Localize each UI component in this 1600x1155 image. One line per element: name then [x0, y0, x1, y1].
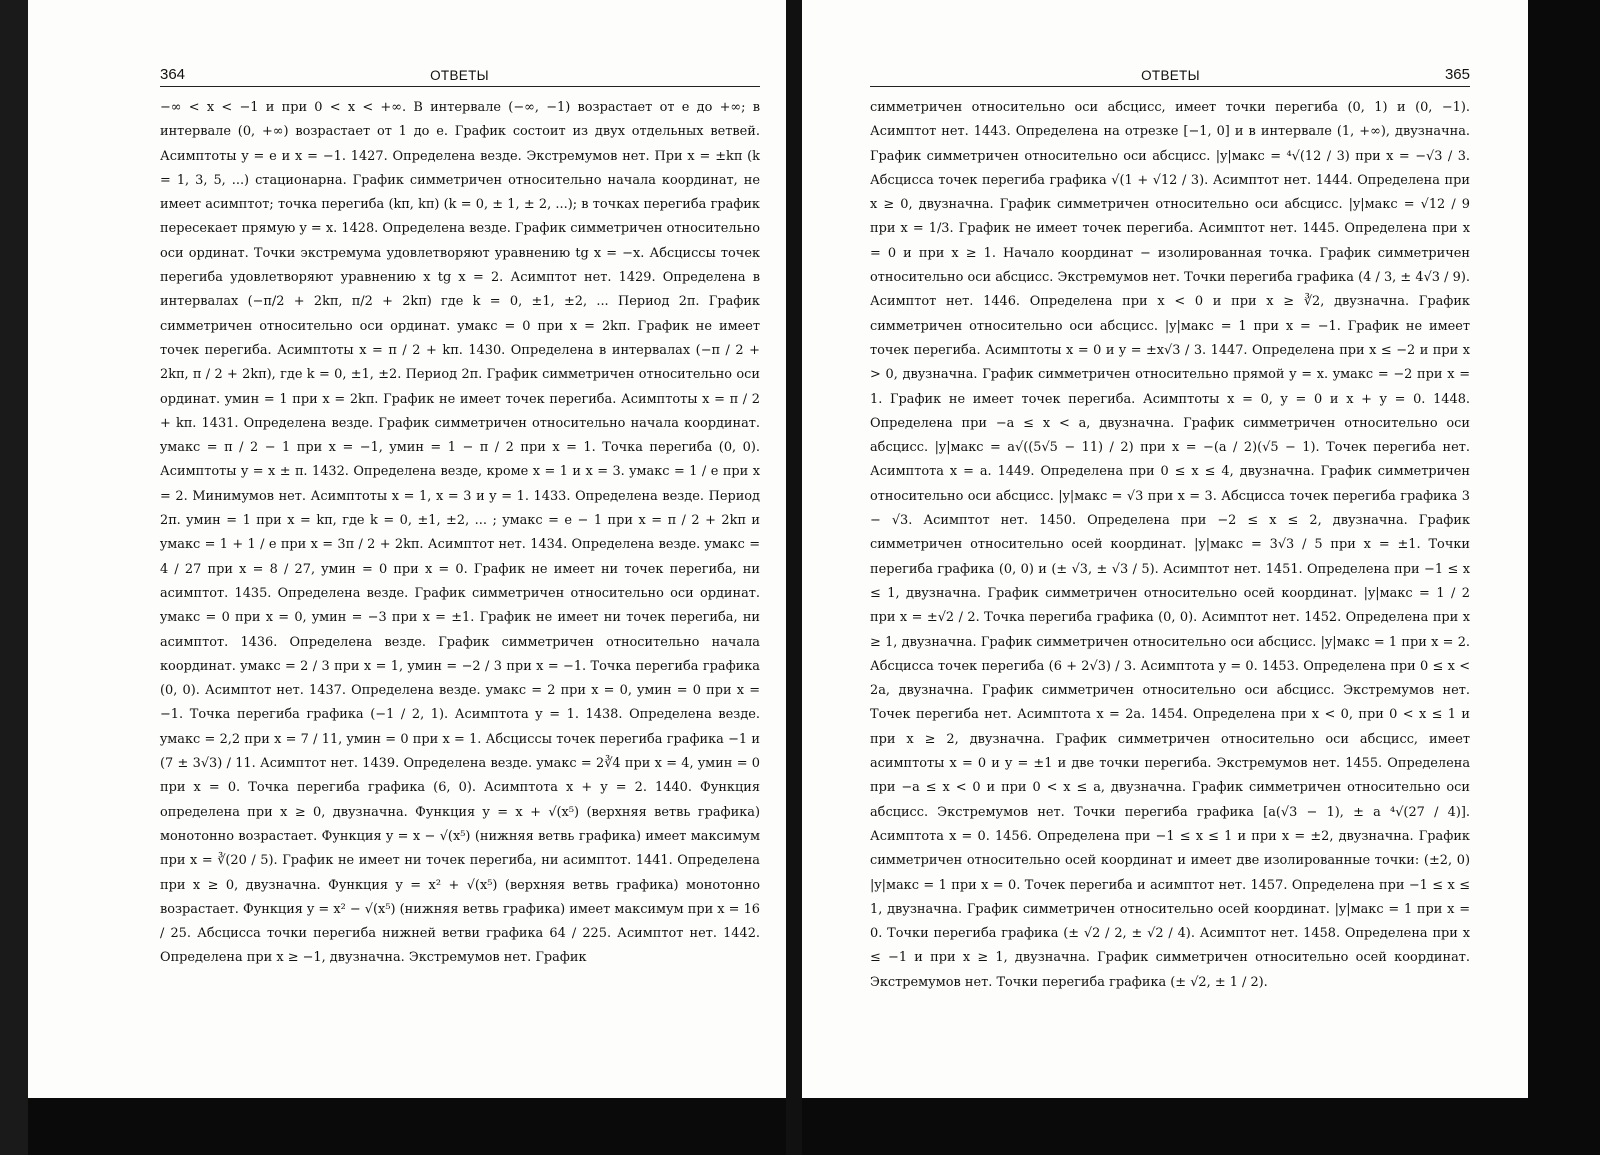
answers-text: −∞ < x < −1 и при 0 < x < +∞. В интервале (−∞, −1) возрастает от e до +∞; в интервале (0, +∞) возрастает от 1 до e. График состоит из двух отдельных ветвей. Асимптоты y = e и x = −1. 1427. Определена везде. Экстремумов нет. При x = ±kπ (k = 1, 3, 5, ...) стационарна. График симметричен относительно начала координат, не имеет асимптот; точка перегиба (kπ, kπ) (k = 0, ± 1, ± 2, ...); в точках перегиба график пересекает прямую y = x. 1428. Определена везде. График симметричен относительно оси ординат. Точки экстремума удовлетворяют уравнению tg x = −x. Абсциссы точек перегиба удовлетворяют уравнению x tg x = 2. Асимптот нет. 1429. Определена в интервалах (−π/2 + 2kπ, π/2 + 2kπ) где k = 0, ±1, ±2, ... Период 2π. График симметричен относительно оси ординат. yмакс = 0 при x = 2kπ. График не имеет точек перегиба. Асимптоты x = π / 2 + kπ. 1430. Определена в интервалах (−π / 2 + 2kπ, π / 2 + 2kπ), где k = 0, ±1, ±2. Период 2π. График симметричен относительно оси ординат. yмин = 1 при x = 2kπ. График не имеет точек перегиба. Асимптоты x = π / 2 + kπ. 1431. Определена везде. График симметричен относительно начала координат. yмакс = π / 2 − 1 при x = −1, yмин = 1 − π / 2 при x = 1. Точка перегиба (0, 0). Асимптоты y = x ± π. 1432. Определена везде, кроме x = 1 и x = 3. yмакс = 1 / e при x = 2. Минимумов нет. Асимптоты x = 1, x = 3 и y = 1. 1433. Определена везде. Период 2π. yмин = 1 при x = kπ, где k = 0, ±1, ±2, ... ; yмакс = e − 1 при x = π / 2 + 2kπ и yмакс = 1 + 1 / e при x = 3π / 2 + 2kπ. Асимптот нет. 1434. Определена везде. yмакс = 4 / 27 при x = 8 / 27, yмин = 0 при x = 0. График не имеет ни точек перегиба, ни асимптот. 1435. Определена везде. График симметричен относительно оси ординат. yмакс = 0 при x = 0, yмин = −3 при x = ±1. График не имеет ни точек перегиба, ни асимптот. 1436. Определена везде. График симметричен относительно начала координат. yмакс = 2 / 3 при x = 1, yмин = −2 / 3 при x = −1. Точка перегиба графика (0, 0). Асимптот нет. 1437. Определена везде. yмакс = 2 при x = 0, yмин = 0 при x = −1. Точка перегиба графика (−1 / 2, 1). Асимптота y = 1. 1438. Определена везде. yмакс = 2,2 при x = 7 / 11, yмин = 0 при x = 1. Абсциссы точек перегиба графика −1 и (7 ± 3√3) / 11. Асимптот нет. 1439. Определена везде. yмакс = 2∛4 при x = 4, yмин = 0 при x = 0. Точка перегиба графика (6, 0). Асимптота x + y = 2. 1440. Функция определена при x ≥ 0, двузначна. Функция y = x + √(x⁵) (верхняя ветвь графика) монотонно возрастает. Функция y = x − √(x⁵) (нижняя ветвь графика) имеет максимум при x = ∛(20 / 5). График не имеет ни точек перегиба, ни асимптот. 1441. Определена при x ≥ 0, двузначна. Функция y = x² + √(x⁵) (верхняя ветвь графика) монотонно возрастает. Функция y = x² − √(x⁵) (нижняя ветвь графика) имеет максимум при x = 16 / 25. Абсцисса точки перегиба нижней ветви графика 64 / 225. Асимптот нет. 1442. Определена при x ≥ −1, двузначна. Экстремумов нет. График — [160, 100, 760, 966]
running-head: ОТВЕТЫ — [1141, 68, 1200, 83]
answers-text: симметричен относительно оси абсцисс, имеет точки перегиба (0, 1) и (0, −1). Асимптот нет. 1443. Определена на отрезке [−1, 0] и в интервале (1, +∞), двузначна. График симметричен относительно оси абсцисс. |y|макс = ⁴√(12 / 3) при x = −√3 / 3. Абсцисса точек перегиба графика √(1 + √12 / 3). Асимптот нет. 1444. Определена при x ≥ 0, двузначна. График симметричен относительно оси абсцисс. |y|макс = √12 / 9 при x = 1/3. График не имеет точек перегиба. Асимптот нет. 1445. Определена при x = 0 и при x ≥ 1. Начало координат − изолированная точка. График симметричен относительно оси абсцисс. Экстремумов нет. Точки перегиба графика (4 / 3, ± 4√3 / 9). Асимптот нет. 1446. Определена при x < 0 и при x ≥ ∛2, двузначна. График симметричен относительно оси абсцисс. |y|макс = 1 при x = −1. График не имеет точек перегиба. Асимптоты x = 0 и y = ±x√3 / 3. 1447. Определена при x ≤ −2 и при x > 0, двузначна. График симметричен относительно прямой y = x. yмакс = −2 при x = 1. График не имеет точек перегиба. Асимптоты x = 0, y = 0 и x + y = 0. 1448. Определена при −a ≤ x < a, двузначна. График симметричен относительно оси абсцисс. |y|макс = a√((5√5 − 11) / 2) при x = −(a / 2)(√5 − 1). Точек перегиба нет. Асимптота x = a. 1449. Определена при 0 ≤ x ≤ 4, двузначна. График симметричен относительно оси абсцисс. |y|макс = √3 при x = 3. Абсцисса точек перегиба графика 3 − √3. Асимптот нет. 1450. Определена при −2 ≤ x ≤ 2, двузначна. График симметричен относительно осей координат. |y|макс = 3√3 / 5 при x = ±1. Точки перегиба графика (0, 0) и (± √3, ± √3 / 5). Асимптот нет. 1451. Определена при −1 ≤ x ≤ 1, двузначна. График симметричен относительно осей координат. |y|макс = 1 / 2 при x = ±√2 / 2. Точка перегиба графика (0, 0). Асимптот нет. 1452. Определена при x ≥ 1, двузначна. График симметричен относительно оси абсцисс. |y|макс = 1 при x = 2. Абсцисса точек перегиба (6 + 2√3) / 3. Асимптота y = 0. 1453. Определена при 0 ≤ x < 2a, двузначна. График симметричен относительно оси абсцисс. Экстремумов нет. Точек перегиба нет. Асимптота x = 2a. 1454. Определена при x < 0, при 0 < x ≤ 1 и при x ≥ 2, двузначна. График симметричен относительно оси абсцисс, имеет асимптоты x = 0 и y = ±1 и две точки перегиба. Экстремумов нет. 1455. Определена при −a ≤ x < 0 и при 0 < x ≤ a, двузначна. График симметричен относительно оси абсцисс. Экстремумов нет. Точки перегиба графика [a(√3 − 1), ± a ⁴√(27 / 4)]. Асимптота x = 0. 1456. Определена при −1 ≤ x ≤ 1 и при x = ±2, двузначна. График симметричен относительно осей координат и имеет две изолированные точки: (±2, 0) |y|макс = 1 при x = 0. Точек перегиба и асимптот нет. 1457. Определена при −1 ≤ x ≤ 1, двузначна. График симметричен относительно осей координат. |y|макс = 1 при x = 0. Точки перегиба графика (± √2 / 2, ± √2 / 4). Асимптот нет. 1458. Определена при x ≤ −1 и при x ≥ 1, двузначна. График симметричен относительно осей координат. Экстремумов нет. Точки перегиба графика (± √2, ± 1 / 2). — [870, 100, 1470, 990]
scan-left-edge — [0, 0, 28, 1155]
right-page-header — [870, 66, 1470, 87]
page-number: 364 — [160, 66, 186, 83]
running-head: ОТВЕТЫ — [430, 68, 489, 83]
book-gutter — [786, 0, 802, 1155]
right-page-body — [870, 96, 1470, 995]
page-number: 365 — [1444, 66, 1470, 83]
scan-right-edge — [1528, 0, 1600, 1155]
left-page-body — [160, 96, 760, 971]
left-page — [28, 0, 786, 1098]
left-page-header — [160, 66, 760, 87]
right-page — [802, 0, 1528, 1098]
